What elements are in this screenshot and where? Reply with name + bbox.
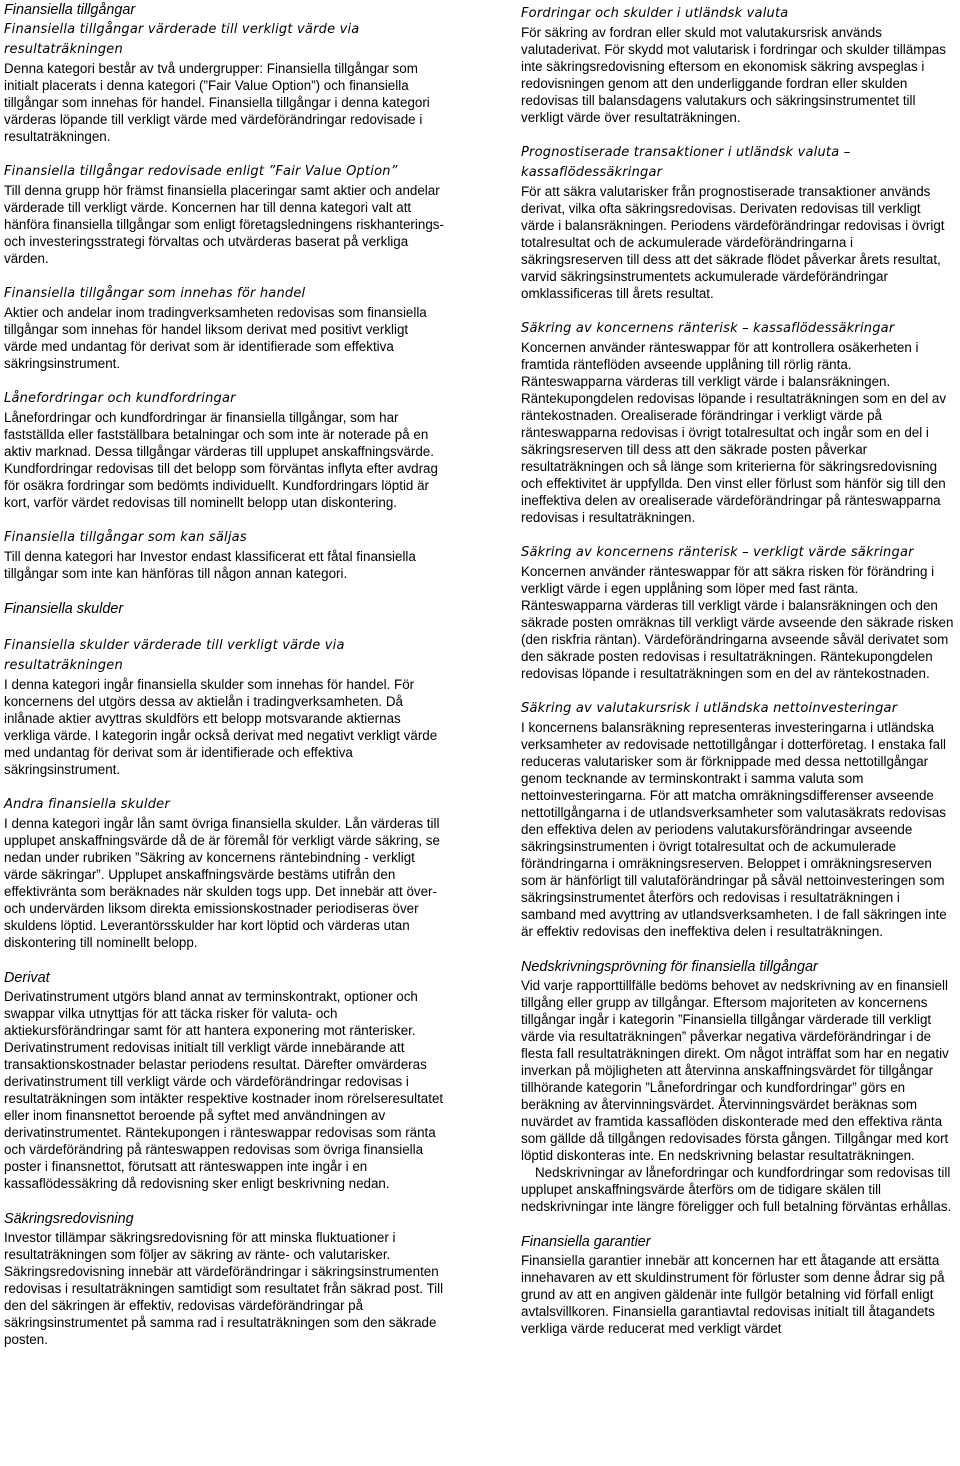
section-heading: Lånefordringar och kundfordringar (4, 391, 236, 406)
section-fordringar-och-skulder-i-utlandsk-valuta (521, 4, 955, 126)
section-finansiella-garantier (521, 1232, 955, 1337)
section-nedskrivningsprovning-for-finansiella-ti (521, 957, 955, 1215)
paragraph: Investor tillämpar säkringsredovisning för att minska fluktuationer i resultaträkningen som följer av säkring av ränte- och valutarisker. Säkringsredovisning innebär att värdeförändringar i säkringsinstrumenten redovisas i resultaträkningen samtidigt som resultatet från säkrad post. Till den del säkringen är effektiv, redovisas värdeförändringar på säkringsinstrumentet på samma rad i resultaträkningen som den säkrade posten. (4, 1230, 444, 1347)
section-heading: Finansiella skulder (4, 601, 124, 617)
paragraph: Koncernen använder ränteswappar för att kontrollera osäkerheten i framtida ränteflöden avseende upplåning till rörlig ränta. Ränteswapparna värderas till verkligt värde i balansräkningen. Räntekupongdelen redovisas löpande i resultaträkningen som en del av räntekostnaden. Orealiserade förändringar i verkligt värde på ränteswapparna redovisas i övrigt totalresultat och ingår som en del i säkringsreserven till dess att den säkrade posten påverkar resultaträkningen och så länge som kriterierna för säkringsredovisning och effektivitet är uppfyllda. Den vinst eller förlust som hänför sig till den ineffektiva delen av orealiserade värdeförändringar på ränteswapparna redovisas i resultaträkningen. (521, 340, 947, 525)
paragraph: Vid varje rapporttillfälle bedöms behovet av nedskrivning av en finansiell tillgång eller grupp av tillgångar. Eftersom majoriteten av koncernens tillgångar ingår i kategorin ”Finansiella tillgångar värderade till verkligt värde via resultaträkningen” påverkar negativa värdeförändringar i de flesta fall resultaträkningen direkt. Om något inträffat som har en negativ inverkan på möjligheten att återvinna anskaffningsvärdet för tillgångar tillhörande kategorin ”Lånefordringar och kundfordringar” görs en beräkning av återvinningsvärdet. Återvinningsvärdet beräknas som nuvärdet av framtida kassaflöden diskonterade med den effektiva ränta som gällde då tillgången redovisades första gången. Tillgångar med kort löptid diskonteras inte. En nedskrivning belastar resultaträkningen. (521, 978, 949, 1163)
section-sakring-av-koncernens-ranterisk-kassaflo (521, 319, 955, 526)
section-sakring-av-koncernens-ranterisk-verkligt (521, 543, 955, 682)
section-heading: Säkringsredovisning (4, 1211, 134, 1227)
section-finansiella-tillgangar-redovisade-enligt (4, 162, 444, 267)
section-sakringsredovisning (4, 1209, 444, 1348)
section-heading: Finansiella garantier (521, 1234, 651, 1250)
paragraph: Derivatinstrument utgörs bland annat av terminskontrakt, optioner och swappar vilka utnyttjas för att täcka risker för valuta- och aktiekursförändringar samt för att hantera exponering mot ränterisker. Derivatinstrument redovisas initialt till verkligt värde innebärande att transaktionskostnader belastar periodens resultat. Därefter omvärderas derivatinstrument till verkligt värde och värdeförändringar redovisas i resultaträkningen som intäkter respektive kostnader inom rörelseresultatet eller inom finansnettot beroende på syftet med användningen av derivatinstrumentet. Räntekupongen i ränteswappar redovisas som ränta och värdeförändring på ränteswappen redovisas som övriga finansiella poster i finansnettot, förutsatt att ränteswappen inte ingår i en kassaflödessäkring då redovisning sker enligt beskrivning nedan. (4, 989, 444, 1191)
right-column (521, 4, 955, 1354)
section-heading: Säkring av koncernens ränterisk – verkligt värde säkringar (521, 545, 914, 560)
paragraph: Denna kategori består av två undergrupper: Finansiella tillgångar som initialt placerats i denna kategori (”Fair Value Option”) och finansiella tillgångar som innehas för handel. Finansiella tillgångar i denna kategori värderas löpande till verkligt värde med värdeförändringar redovisade i resultaträkningen. (4, 61, 430, 144)
paragraph: Finansiella garantier innebär att koncernen har ett åtagande att ersätta innehavaren av ett skuldinstrument för förluster som denne ådrar sig på grund av att en angiven gäldenär inte fullgör betalning vid förfall enligt avtalsvillkoren. Finansiella garantiavtal redovisas initialt till åtagandets verkliga värde reducerat med verkligt värdet (521, 1253, 945, 1336)
section-heading: Säkring av valutakursrisk i utländska nettoinvesteringar (521, 701, 898, 716)
section-heading: Finansiella tillgångar som kan säljas (4, 530, 247, 545)
left-column (4, 0, 444, 1365)
section-heading: Säkring av koncernens ränterisk – kassaflödessäkringar (521, 321, 895, 336)
section-heading: Derivat (4, 970, 50, 986)
page-title: Finansiella tillgångar (4, 2, 136, 18)
section-derivat (4, 968, 444, 1192)
paragraph: Aktier och andelar inom tradingverksamheten redovisas som finansiella tillgångar som innehas för handel liksom derivat med positivt verkligt värde med undantag för derivat som är identifierade som effektiva säkringsinstrument. (4, 305, 427, 371)
section-finansiella-skulder (4, 599, 444, 619)
left-sections (4, 20, 444, 1348)
section-finansiella-tillgangar-som-kan-saljas (4, 528, 444, 582)
paragraph: Koncernen använder ränteswappar för att säkra risken för förändring i verkligt värde i egen upplåning som löper med fast ränta. Ränteswapparna värderas till verkligt värde i balansräkningen och den säkrade posten omräknas till verkligt värde avseende den säkrade risken (den riskfria räntan). Värdeförändringarna avseende såväl derivatet som den säkrade posten redovisas i resultaträkningen. Räntekupongdelen redovisas löpande i resultaträkningen som en del av räntekostnaden. (521, 564, 954, 681)
paragraph: För att säkra valutarisker från prognostiserade transaktioner används derivat, vilka ofta säkringsredovisas. Derivaten redovisas till verkligt värde i balansräkningen. Periodens värdeförändringar redovisas i övrigt totalresultat och de ackumulerade värdeförändringarna i säkringsreserven till dess att det säkrade flödet påverkar årets resultat, varvid säkringsinstrumentets ackumulerade värdeförändringar omklassificeras till årets resultat. (521, 184, 945, 301)
paragraph: Till denna grupp hör främst finansiella placeringar samt aktier och andelar värderade till verkligt värde. Koncernen har till denna kategori valt att hänföra finansiella tillgångar som enligt företagsledningens riskhanterings- och investeringsstrategi förvaltas och utvärderas baserat på verkliga värden. (4, 183, 444, 266)
paragraph: I denna kategori ingår finansiella skulder som innehas för handel. För koncernens del utgörs dessa av aktielån i tradingverksamheten. Då inlånade aktier avyttras skuldförs ett belopp motsvarande aktiernas verkliga värde. I kategorin ingår också derivat med negativt verkligt värde med undantag för derivat som är identifierade och effektiva säkringsinstrument. (4, 677, 438, 777)
section-heading: Finansiella skulder värderade till verkligt värde via resultaträkningen (4, 638, 345, 673)
paragraph: Till denna kategori har Investor endast klassificerat ett fåtal finansiella tillgångar som inte kan hänföras till någon annan kategori. (4, 549, 416, 581)
paragraph: I denna kategori ingår lån samt övriga finansiella skulder. Lån värderas till upplupet anskaffningsvärde då de är föremål för verkligt värde säkring, se nedan under rubriken ”Säkring av koncernens räntebindning - verkligt värde säkringar”. Upplupet anskaffningsvärde bestäms utifrån den effektivränta som beräknades när skulden togs upp. Det innebär att över- och undervärden liksom direkta emissionskostnader periodiseras över skuldens löptid. Leverantörsskulder har kort löptid och värderas utan diskontering till nominellt belopp. (4, 816, 440, 950)
section-heading: Finansiella tillgångar som innehas för handel (4, 286, 306, 301)
section-heading: Finansiella tillgångar redovisade enligt ”Fair Value Option” (4, 164, 398, 179)
paragraph: Lånefordringar och kundfordringar är finansiella tillgångar, som har fastställda eller fastställbara betalningar och som inte är noterade på en aktiv marknad. Dessa tillgångar värderas till upplupet anskaffningsvärde. Kundfordringar redovisas till det belopp som förväntas inflyta efter avdrag för osäkra fordringar som bedömts individuellt. Kundfordringars löptid är kort, varför värdet redovisas till nominellt belopp utan diskontering. (4, 410, 438, 510)
section-sakring-av-valutakursrisk-i-utlandska-ne (521, 699, 955, 940)
paragraph: För säkring av fordran eller skuld mot valutakursrisk används valutaderivat. För skydd mot valutarisk i fordringar och skulder tillämpas inte säkringsredovisning eftersom en ekonomisk säkring avspeglas i redovisningen genom att den underliggande fordran eller skulden redovisas till balansdagens valutakurs och säkringsinstrumentet till verkligt värde över resultaträkningen. (521, 25, 946, 125)
right-sections (521, 4, 955, 1337)
section-finansiella-tillgangar-varderade-till-ve (4, 20, 444, 145)
paragraph: I koncernens balansräkning representeras investeringarna i utländska verksamheter av redovisade nettotillgångar i dotterföretag. I enstaka fall reduceras valutarisker som är förknippade med dessa nettotillgångar genom tecknande av terminskontrakt i samma valuta som nettoinvesteringarna. För att matcha omräkningsdifferenser avseende nettotillgångarna i de utlandsverksamheter som valutasäkrats redovisas den effektiva delen av periodens valutakursförändringar avseende säkringsinstrumenten i övrigt totalresultat och de ackumulerade förändringarna i omräkningsreserven. Beloppet i omräkningsreserven som är hänförligt till valutaförändringar på såväl nettoinvesteringen som säkringsinstrumentet återförs och redovisas i resultaträkningen i samband med avyttring av utlandsverksamheten. I de fall säkringen inte är effektiv redovisas den ineffektiva delen i resultaträkningen. (521, 720, 947, 939)
section-heading: Prognostiserade transaktioner i utländsk valuta – kassaflödessäkringar (521, 145, 851, 180)
section-andra-finansiella-skulder (4, 795, 444, 951)
section-finansiella-skulder-varderade-till-verkl (4, 636, 444, 778)
section-lanefordringar-och-kundfordringar (4, 389, 444, 511)
section-heading: Nedskrivningsprövning för finansiella tillgångar (521, 959, 818, 975)
section-prognostiserade-transaktioner-i-utlandsk (521, 143, 955, 302)
section-heading: Fordringar och skulder i utländsk valuta (521, 6, 789, 21)
section-heading: Finansiella tillgångar värderade till verkligt värde via resultaträkningen (4, 22, 360, 57)
paragraph: Nedskrivningar av lånefordringar och kundfordringar som redovisas till upplupet anskaffningsvärde återförs om de tidigare skälen till nedskrivningar inte längre föreligger och full betalning förväntas erhållas. (521, 1165, 952, 1214)
section-finansiella-tillgangar-som-innehas-for-h (4, 284, 444, 372)
section-heading: Andra finansiella skulder (4, 797, 170, 812)
